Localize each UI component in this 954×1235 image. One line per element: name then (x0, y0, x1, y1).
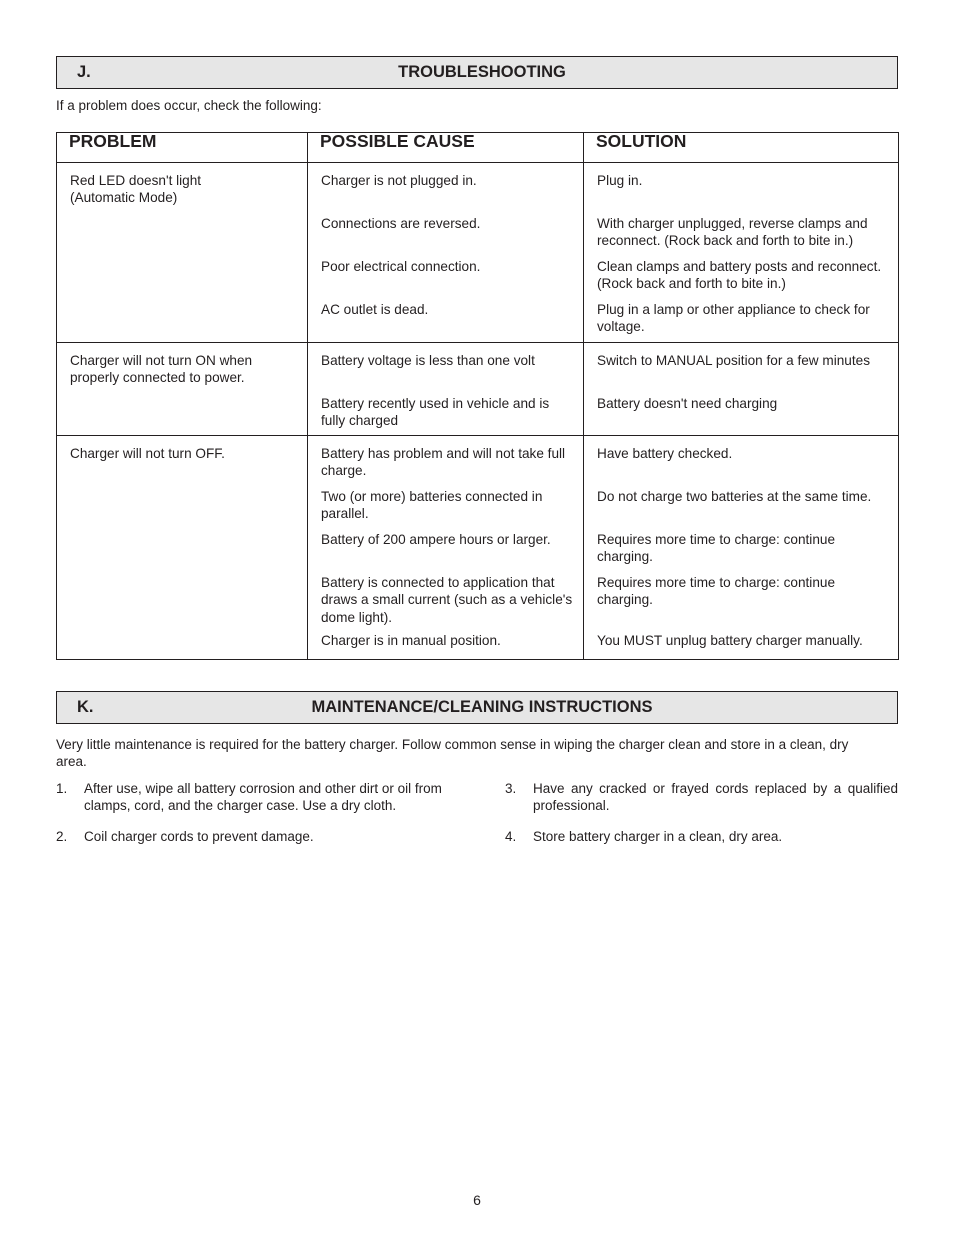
cause-text: Battery of 200 ampere hours or larger. (321, 532, 551, 548)
list-item-number: 4. (505, 829, 517, 844)
table-row (57, 342, 899, 436)
maintenance-intro: Very little maintenance is required for the battery charger. Follow common sense in wiping the charger clean and store in a clean, dry area. (56, 737, 849, 769)
cause-text: Two (or more) batteries connected in parallel. (321, 489, 543, 522)
solution-cell (584, 436, 899, 660)
solution-text: Clean clamps and battery posts and reconnect. (Rock back and forth to bite in.) (597, 259, 882, 292)
list-item-text: After use, wipe all battery corrosion and other dirt or oil from clamps, cord, and the charger case. Use a dry cloth. (84, 781, 442, 813)
page-number: 6 (473, 1192, 481, 1208)
solution-cell (584, 342, 899, 436)
solution-cell (584, 163, 899, 343)
cause-text: Battery has problem and will not take full charge. (321, 446, 566, 479)
list-item-number: 3. (505, 781, 517, 796)
section-letter: K. (77, 698, 94, 716)
cause-cell (308, 342, 584, 436)
problem-line: Charger will not turn ON when (70, 352, 253, 368)
table-header-row (57, 133, 899, 163)
problem-line: Red LED doesn't light (70, 173, 202, 188)
list-item-text: Store battery charger in a clean, dry area. (533, 829, 783, 844)
maintenance-section-header (56, 691, 898, 724)
solution-text: Do not charge two batteries at the same time. (597, 489, 872, 505)
cause-text: Battery recently used in vehicle and is fully charged (321, 395, 550, 428)
section-title: TROUBLESHOOTING (398, 63, 566, 81)
list-item-text: Have any cracked or frayed cords replaced by a qualified professional. (533, 781, 898, 813)
solution-text: Switch to MANUAL position for a few minutes (597, 352, 870, 368)
troubleshooting-table (56, 132, 899, 660)
list-item-text: Coil charger cords to prevent damage. (84, 829, 314, 844)
troubleshooting-section-header (56, 56, 898, 89)
problem-header: PROBLEM (57, 133, 308, 163)
solution-text: Have battery checked. (597, 446, 733, 462)
problem-cell (57, 436, 308, 660)
solution-text: Requires more time to charge: continue charging. (597, 532, 836, 565)
section-title: MAINTENANCE/CLEANING INSTRUCTIONS (311, 698, 653, 716)
problem-line: Charger will not turn OFF. (70, 446, 225, 462)
list-item-number: 1. (56, 781, 68, 796)
cause-text: Connections are reversed. (321, 216, 481, 231)
cause-text: Charger is not plugged in. (321, 173, 477, 188)
cause-text: Poor electrical connection. (321, 259, 481, 274)
table-row (57, 163, 899, 343)
solution-text: You MUST unplug battery charger manually. (597, 633, 863, 649)
problem-line: (Automatic Mode) (70, 190, 178, 206)
problem-cell (57, 163, 308, 343)
solution-text: Battery doesn't need charging (597, 395, 778, 411)
solution-text: Requires more time to charge: continue charging. (597, 575, 836, 608)
troubleshooting-intro: If a problem does occur, check the following: (56, 98, 322, 113)
solution-header: SOLUTION (584, 133, 899, 163)
cause-cell (308, 436, 584, 660)
list-item-number: 2. (56, 829, 68, 844)
cause-header: POSSIBLE CAUSE (308, 133, 584, 163)
section-letter: J. (77, 63, 91, 81)
cause-text: Charger is in manual position. (321, 633, 501, 649)
cause-text: Battery voltage is less than one volt (321, 352, 535, 368)
table-row (57, 436, 899, 660)
solution-text: Plug in. (597, 173, 643, 188)
cause-cell (308, 163, 584, 343)
solution-text: Plug in a lamp or other appliance to check for voltage. (597, 302, 870, 335)
cause-text: AC outlet is dead. (321, 302, 429, 317)
problem-cell (57, 342, 308, 436)
cause-text: Battery is connected to application that draws a small current (such as a vehicle's dome light). (321, 575, 573, 625)
solution-text: With charger unplugged, reverse clamps and reconnect. (Rock back and forth to bite in.) (597, 216, 868, 249)
problem-line: properly connected to power. (70, 369, 245, 385)
